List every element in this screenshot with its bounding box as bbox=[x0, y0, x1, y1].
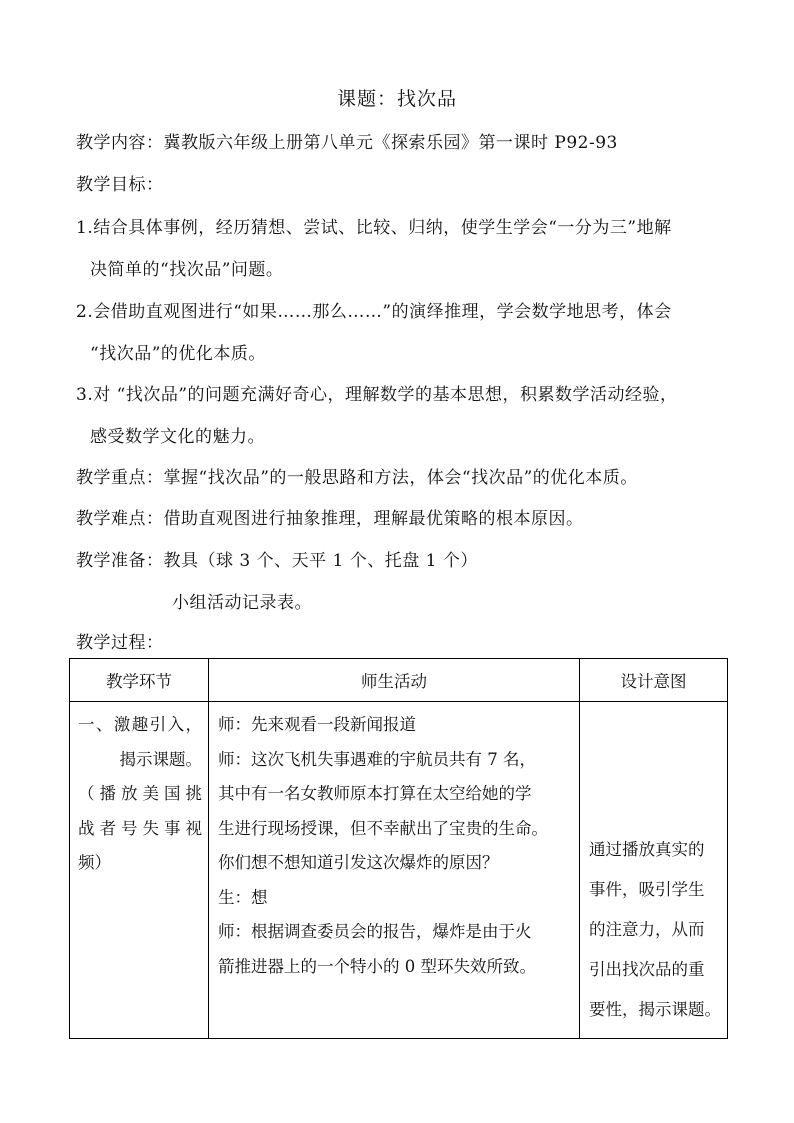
process-table bbox=[69, 658, 728, 1039]
intent-line: 要性，揭示课题。 bbox=[589, 1000, 721, 1019]
difficulty-value: 借助直观图进行抽象推理，理解最优策略的根本原因。 bbox=[163, 509, 584, 529]
preparation-label: 教学准备： bbox=[76, 551, 164, 571]
teaching-content bbox=[76, 128, 618, 153]
table-header-row bbox=[70, 659, 728, 702]
stage-cell bbox=[70, 702, 209, 1039]
activity-line: 师：这次飞机失事遇难的宇航员共有 7 名， bbox=[218, 749, 536, 769]
header-activity: 师生活动 bbox=[209, 659, 580, 702]
key-point-label: 教学重点： bbox=[76, 468, 164, 488]
teaching-content-label: 教学内容： bbox=[76, 133, 164, 153]
teaching-content-value: 冀教版六年级上册第八单元《探索乐园》第一课时 P92-93 bbox=[163, 133, 618, 153]
activity-line: 其中有一名女教师原本打算在太空给她的学 bbox=[218, 784, 532, 803]
objective-2-line-2: “找次品”的优化本质。 bbox=[90, 344, 266, 364]
intent-line: 事件，吸引学生 bbox=[589, 880, 705, 899]
objective-1-line-1: 1.结合具体事例，经历猜想、尝试、比较、归纳，使学生学会“一分为三”地解 bbox=[76, 218, 672, 238]
activity-line: 师：先来观看一段新闻报道 bbox=[218, 715, 416, 734]
preparation-line-2: 小组活动记录表。 bbox=[172, 593, 312, 613]
stage-line: 频） bbox=[78, 853, 111, 872]
objective-1-line-2: 决简单的“找次品”问题。 bbox=[90, 260, 284, 280]
objectives-label: 教学目标： bbox=[76, 175, 164, 195]
key-point bbox=[76, 463, 638, 488]
key-point-value: 掌握“找次品”的一般思路和方法，体会“找次品”的优化本质。 bbox=[163, 468, 638, 488]
activity-line: 师：根据调查委员会的报告，爆炸是由于火 bbox=[218, 922, 532, 941]
difficulty-label: 教学难点： bbox=[76, 509, 164, 529]
lesson-title: 课题：找次品 bbox=[336, 88, 457, 110]
intent-line: 引出找次品的重 bbox=[589, 960, 705, 979]
activity-line: 生：想 bbox=[218, 887, 268, 907]
activity-cell bbox=[209, 702, 580, 1039]
intent-line: 的注意力，从而 bbox=[589, 920, 705, 939]
intent-line: 通过播放真实的 bbox=[589, 840, 705, 859]
table-row bbox=[70, 702, 728, 1039]
process-label: 教学过程： bbox=[76, 633, 164, 653]
header-intent: 设计意图 bbox=[580, 659, 728, 702]
stage-line: 一、激趣引入， bbox=[78, 715, 202, 734]
preparation-line-1: 教具（球 3 个、天平 1 个、托盘 1 个） bbox=[163, 551, 478, 571]
stage-line: 揭示课题。 bbox=[119, 749, 202, 769]
activity-line: 箭推进器上的一个特小的 0 型环失效所致。 bbox=[218, 956, 536, 976]
objective-3-line-1: 3.对 “找次品”的问题充满好奇心，理解数学的基本思想，积累数学活动经验， bbox=[76, 385, 678, 405]
stage-line: （播放美国挑 bbox=[78, 784, 202, 803]
objective-3-line-2: 感受数学文化的魅力。 bbox=[90, 427, 265, 447]
difficulty bbox=[76, 504, 584, 529]
intent-cell bbox=[580, 702, 728, 1039]
activity-line: 你们想不想知道引发这次爆炸的原因？ bbox=[218, 853, 499, 872]
objective-2-line-1: 2.会借助直观图进行“如果……那么……”的演绎推理，学会数学地思考，体会 bbox=[76, 302, 672, 322]
preparation bbox=[76, 546, 478, 571]
header-stage: 教学环节 bbox=[70, 659, 209, 702]
activity-line: 生进行现场授课，但不幸献出了宝贵的生命。 bbox=[218, 818, 548, 838]
stage-line: 战者号失事视 bbox=[78, 818, 202, 838]
